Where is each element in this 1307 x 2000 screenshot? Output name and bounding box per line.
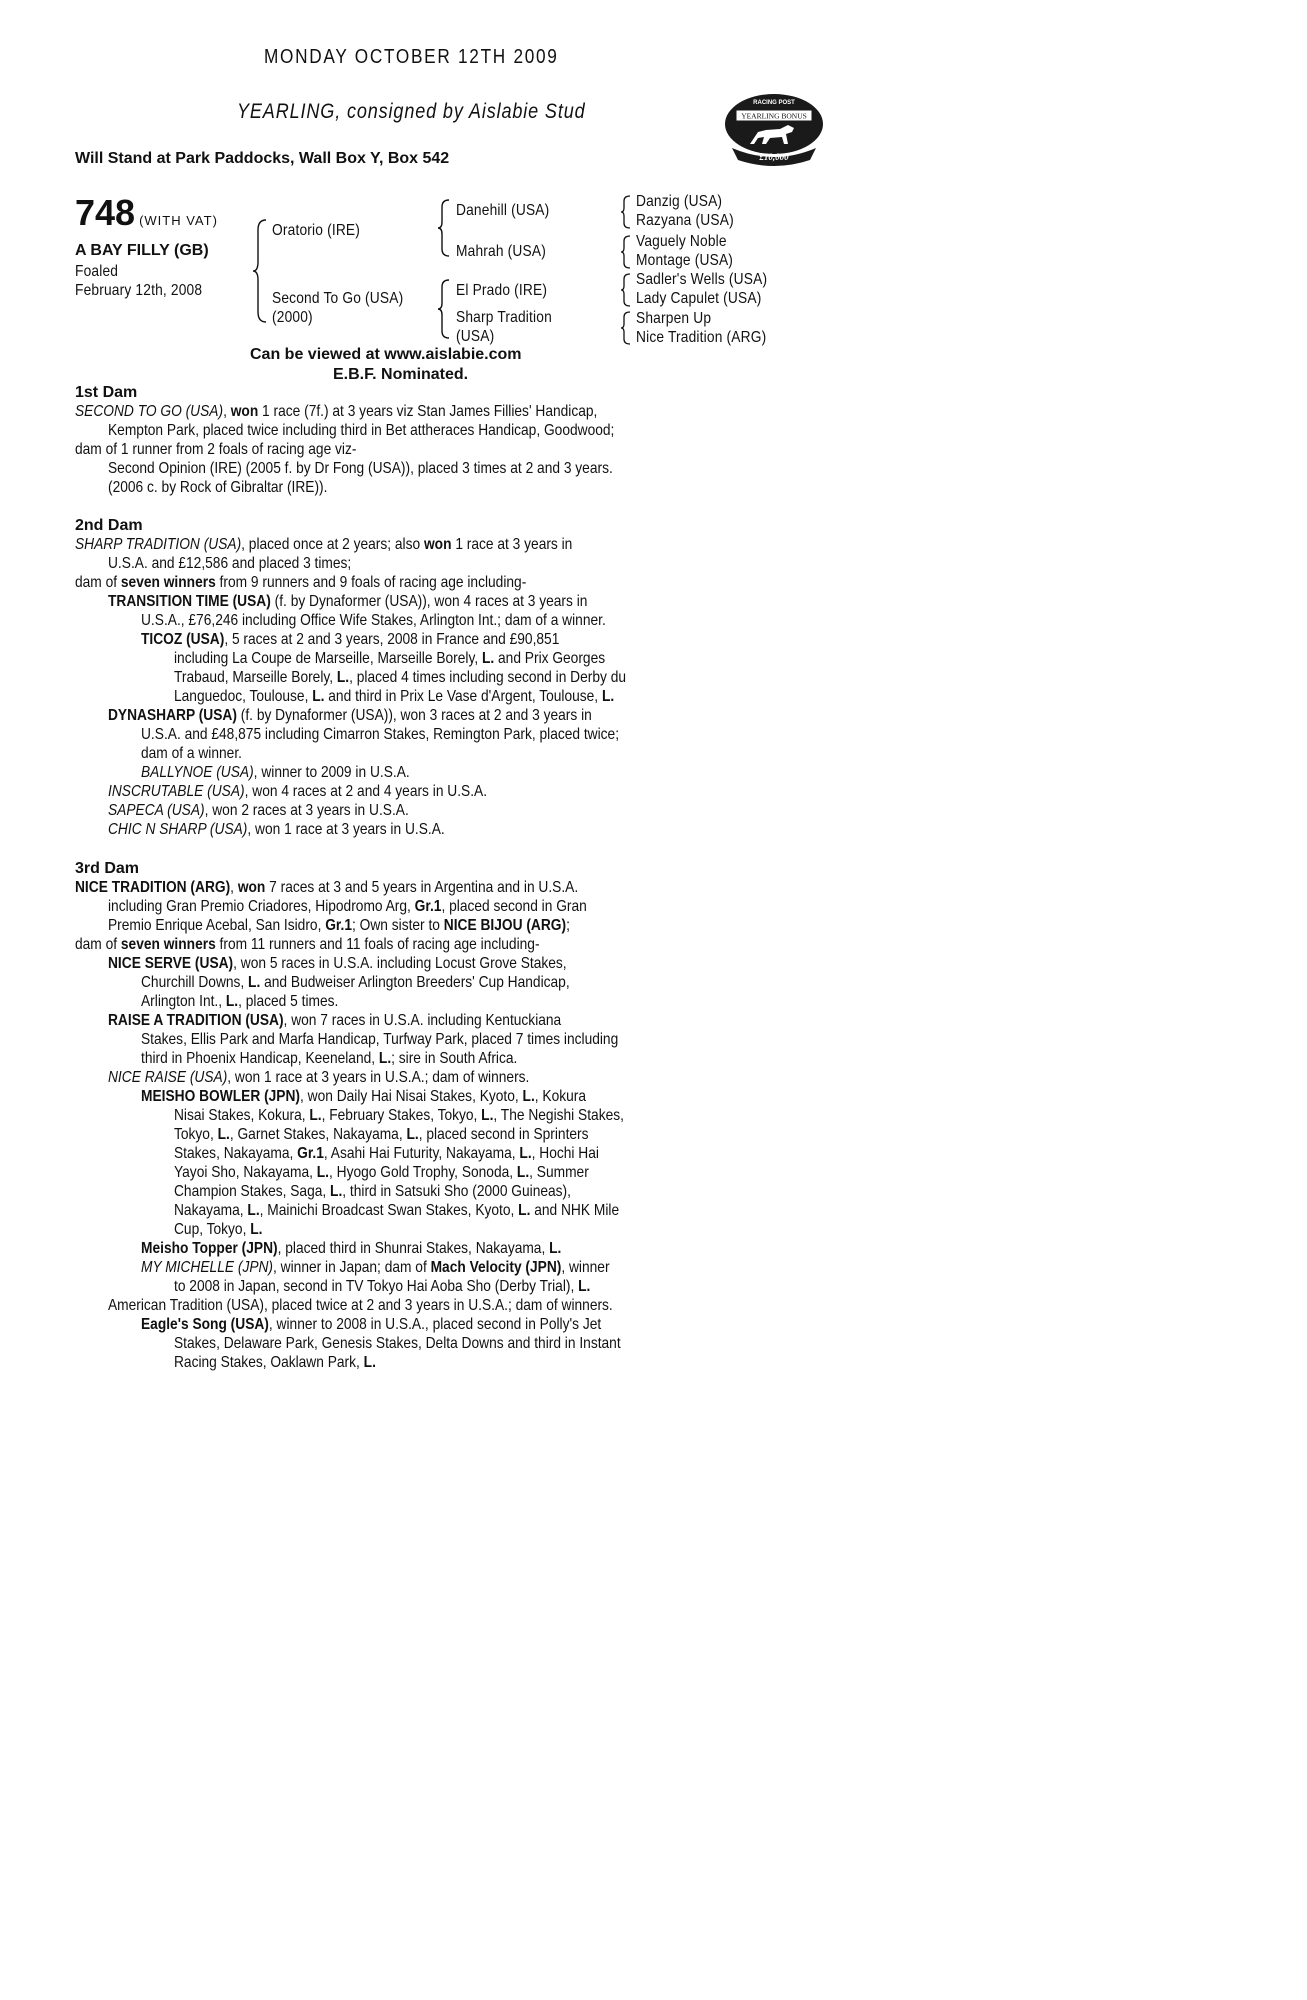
dam-text-line: NICE TRADITION (ARG), won 7 races at 3 and 5 years in Argentina and in U.S.A.: [75, 879, 579, 896]
dam-text-line: to 2008 in Japan, second in TV Tokyo Hai Aoba Sho (Derby Trial), L.: [174, 1278, 591, 1295]
dam-text-line: Stakes, Delaware Park, Genesis Stakes, Delta Downs and third in Instant: [174, 1335, 621, 1352]
lot-number-block: [75, 192, 218, 234]
dam-text-line: CHIC N SHARP (USA), won 1 race at 3 years in U.S.A.: [108, 821, 445, 838]
pedigree-dds: Sharpen Up: [636, 310, 712, 327]
third-dam-heading: 3rd Dam: [75, 860, 140, 877]
pedigree-brace-ds-icon: [620, 272, 632, 308]
dam-text-line: Champion Stakes, Saga, L., third in Satsuki Sho (2000 Guineas),: [174, 1183, 571, 1200]
pedigree-dss: Sadler's Wells (USA): [636, 271, 768, 288]
dam-text-line: dam of a winner.: [141, 745, 242, 762]
yearling-bonus-badge-icon: [722, 92, 826, 168]
dam-text-line: dam of 1 runner from 2 foals of racing age viz-: [75, 441, 357, 458]
dam-text-line: TICOZ (USA), 5 races at 2 and 3 years, 2008 in France and £90,851: [141, 631, 560, 648]
dam-text-line: U.S.A., £76,246 including Office Wife Stakes, Arlington Int.; dam of a winner.: [141, 612, 606, 629]
dam-text-line: MY MICHELLE (JPN), winner in Japan; dam of Mach Velocity (JPN), winner: [141, 1259, 610, 1276]
dam-text-line: Nakayama, L., Mainichi Broadcast Swan Stakes, Kyoto, L. and NHK Mile: [174, 1202, 620, 1219]
dam-text-line: Churchill Downs, L. and Budweiser Arlington Breeders' Cup Handicap,: [141, 974, 570, 991]
dam-text-line: third in Phoenix Handicap, Keeneland, L.; sire in South Africa.: [141, 1050, 518, 1067]
dam-text-line: Tokyo, L., Garnet Stakes, Nakayama, L., placed second in Sprinters: [174, 1126, 589, 1143]
vat-note: (WITH VAT): [139, 213, 218, 228]
dam-text-line: SECOND TO GO (USA), won 1 race (7f.) at 3 years viz Stan James Fillies' Handicap,: [75, 403, 598, 420]
pedigree-dsd: Lady Capulet (USA): [636, 290, 762, 307]
pedigree-ssd: Razyana (USA): [636, 212, 734, 229]
dam-text-line: Second Opinion (IRE) (2005 f. by Dr Fong (USA)), placed 3 times at 2 and 3 years.: [108, 460, 613, 477]
dam-text-line: dam of seven winners from 9 runners and 9 foals of racing age including-: [75, 574, 527, 591]
pedigree-sire: Oratorio (IRE): [272, 222, 361, 239]
dam-text-line: MEISHO BOWLER (JPN), won Daily Hai Nisai Stakes, Kyoto, L., Kokura: [141, 1088, 587, 1105]
pedigree-brace-main-icon: [252, 218, 268, 324]
pedigree-brace-dam-icon: [437, 278, 451, 340]
first-dam-heading: 1st Dam: [75, 384, 138, 401]
dam-text-line: SHARP TRADITION (USA), placed once at 2 years; also won 1 race at 3 years in: [75, 536, 573, 553]
pedigree-dam-dam-line2: (USA): [456, 328, 495, 345]
foaled-date: February 12th, 2008: [75, 282, 203, 299]
ebf-note: E.B.F. Nominated.: [333, 366, 469, 383]
dam-text-line: Stakes, Nakayama, Gr.1, Asahi Hai Futurity, Nakayama, L., Hochi Hai: [174, 1145, 599, 1162]
dam-text-line: Kempton Park, placed twice including third in Bet attheraces Handicap, Goodwood;: [108, 422, 615, 439]
stand-location: Will Stand at Park Paddocks, Wall Box Y, Box 542: [75, 150, 450, 167]
pedigree-brace-dd-icon: [620, 310, 632, 346]
pedigree-dam-line2: (2000): [272, 309, 313, 326]
pedigree-brace-sire-icon: [437, 198, 451, 258]
badge-line2: YEARLING BONUS: [741, 111, 807, 121]
pedigree-sdd: Montage (USA): [636, 252, 734, 269]
dam-text-line: TRANSITION TIME (USA) (f. by Dynaformer (USA)), won 4 races at 3 years in: [108, 593, 588, 610]
dam-text-line: Stakes, Ellis Park and Marfa Handicap, Turfway Park, placed 7 times including: [141, 1031, 619, 1048]
dam-text-line: Racing Stakes, Oaklawn Park, L.: [174, 1354, 376, 1371]
second-dam-heading: 2nd Dam: [75, 517, 143, 534]
pedigree-dam-dam-line1: Sharp Tradition: [456, 309, 552, 326]
dam-text-line: Cup, Tokyo, L.: [174, 1221, 263, 1238]
dam-text-line: including La Coupe de Marseille, Marseille Borely, L. and Prix Georges: [174, 650, 606, 667]
dam-text-line: RAISE A TRADITION (USA), won 7 races in U.S.A. including Kentuckiana: [108, 1012, 562, 1029]
dam-text-line: BALLYNOE (USA), winner to 2009 in U.S.A.: [141, 764, 410, 781]
dam-text-line: Languedoc, Toulouse, L. and third in Prix Le Vase d'Argent, Toulouse, L.: [174, 688, 615, 705]
dam-text-line: Nisai Stakes, Kokura, L., February Stakes, Tokyo, L., The Negishi Stakes,: [174, 1107, 624, 1124]
dam-text-line: U.S.A. and £48,875 including Cimarron Stakes, Remington Park, placed twice;: [141, 726, 620, 743]
sale-date: MONDAY OCTOBER 12TH 2009: [264, 46, 559, 68]
dam-text-line: Arlington Int., L., placed 5 times.: [141, 993, 339, 1010]
dam-text-line: NICE SERVE (USA), won 5 races in U.S.A. including Locust Grove Stakes,: [108, 955, 567, 972]
dam-text-line: Premio Enrique Acebal, San Isidro, Gr.1; Own sister to NICE BIJOU (ARG);: [108, 917, 570, 934]
pedigree-sds: Vaguely Noble: [636, 233, 727, 250]
consignment-line: YEARLING, consigned by Aislabie Stud: [237, 100, 586, 123]
dam-text-line: including Gran Premio Criadores, Hipodromo Arg, Gr.1, placed second in Gran: [108, 898, 587, 915]
dam-text-line: SAPECA (USA), won 2 races at 3 years in U.S.A.: [108, 802, 409, 819]
badge-amount: £10,000: [759, 152, 789, 162]
pedigree-dam-line1: Second To Go (USA): [272, 290, 404, 307]
dam-text-line: American Tradition (USA), placed twice at 2 and 3 years in U.S.A.; dam of winners.: [108, 1297, 613, 1314]
dam-text-line: Yayoi Sho, Nakayama, L., Hyogo Gold Trophy, Sonoda, L., Summer: [174, 1164, 589, 1181]
dam-text-line: DYNASHARP (USA) (f. by Dynaformer (USA)), won 3 races at 2 and 3 years in: [108, 707, 592, 724]
dam-text-line: NICE RAISE (USA), won 1 race at 3 years in U.S.A.; dam of winners.: [108, 1069, 530, 1086]
pedigree-sss: Danzig (USA): [636, 193, 723, 210]
pedigree-sire-sire: Danehill (USA): [456, 202, 550, 219]
pedigree-sire-dam: Mahrah (USA): [456, 243, 547, 260]
dam-text-line: Meisho Topper (JPN), placed third in Shunrai Stakes, Nakayama, L.: [141, 1240, 562, 1257]
badge-line1: RACING POST: [753, 100, 795, 106]
pedigree-brace-ss-icon: [620, 194, 632, 230]
dam-text-line: U.S.A. and £12,586 and placed 3 times;: [108, 555, 352, 572]
dam-text-line: Eagle's Song (USA), winner to 2008 in U.S.A., placed second in Polly's Jet: [141, 1316, 602, 1333]
dam-text-line: INSCRUTABLE (USA), won 4 races at 2 and 4 years in U.S.A.: [108, 783, 488, 800]
dam-text-line: Trabaud, Marseille Borely, L., placed 4 times including second in Derby du: [174, 669, 627, 686]
dam-text-line: dam of seven winners from 11 runners and 11 foals of racing age including-: [75, 936, 540, 953]
horse-name: A BAY FILLY (GB): [75, 242, 209, 259]
lot-number: 748: [75, 192, 136, 233]
dam-text-line: (2006 c. by Rock of Gibraltar (IRE)).: [108, 479, 328, 496]
pedigree-ddd: Nice Tradition (ARG): [636, 329, 767, 346]
foaled-label: Foaled: [75, 263, 119, 280]
pedigree-dam-sire: El Prado (IRE): [456, 282, 548, 299]
viewing-note: Can be viewed at www.aislabie.com: [250, 346, 522, 363]
pedigree-brace-sd-icon: [620, 234, 632, 270]
